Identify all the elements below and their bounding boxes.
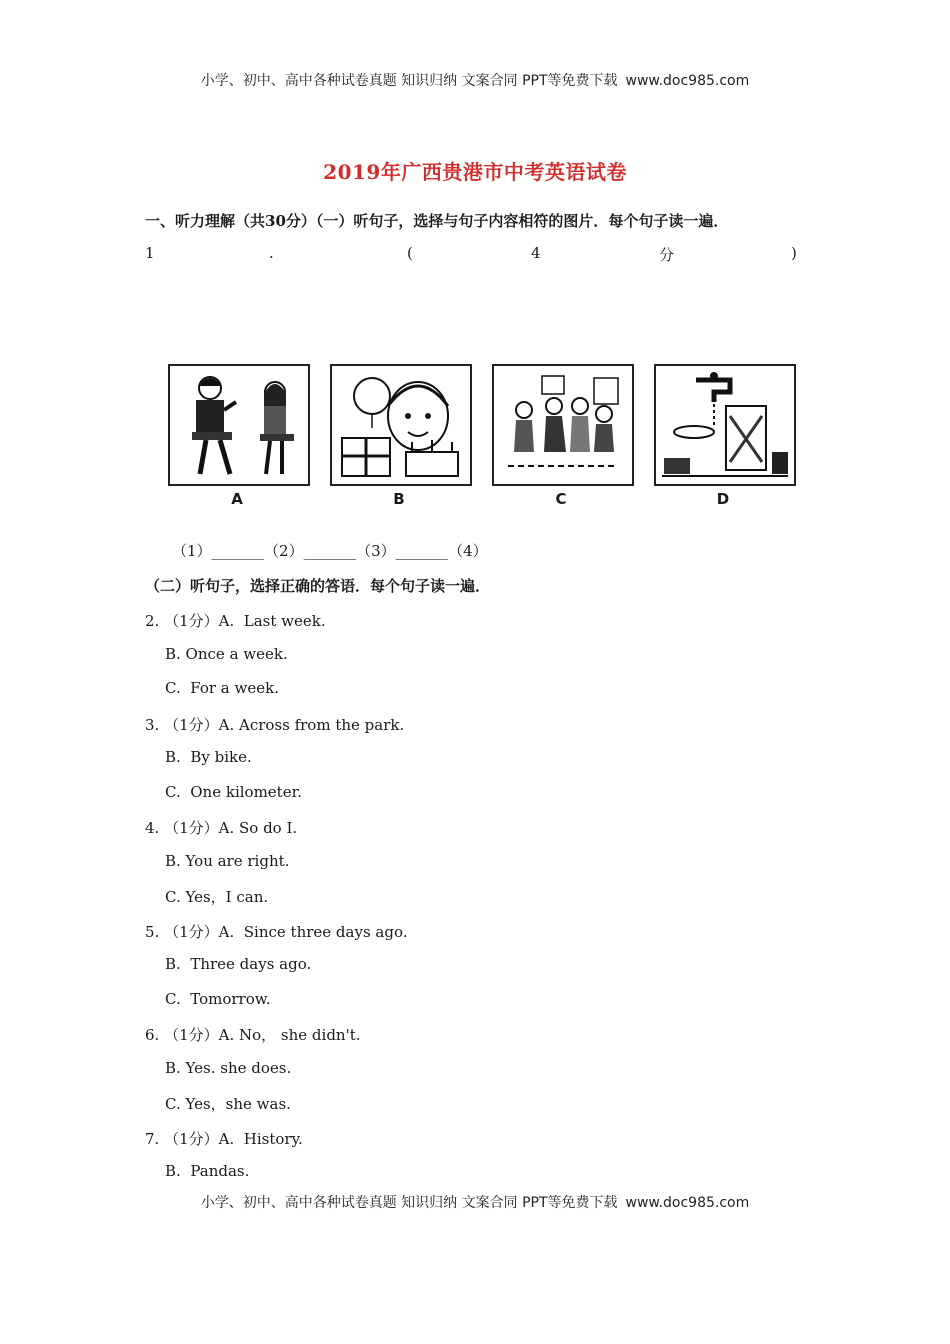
- footer-text: 小学、初中、高中各种试卷真题 知识归纳 文案合同 PPT等免费下载: [200, 1195, 618, 1211]
- question-3-option-b: B. By bike.: [165, 748, 252, 766]
- question-4-option-c: C. Yes，I can.: [165, 888, 269, 906]
- q1-score-unit: 分: [659, 246, 675, 264]
- question-5-option-c: C. Tomorrow.: [165, 990, 271, 1008]
- question-3-option-c: C. One kilometer.: [165, 783, 302, 801]
- picture-label-a: A: [231, 490, 243, 508]
- header-url[interactable]: www.doc985.com: [625, 73, 750, 89]
- question-2-stem: 2. （1分）A. Last week.: [145, 612, 326, 630]
- picture-d: [654, 364, 796, 486]
- q1-left-paren: (: [407, 244, 413, 262]
- question-4-option-b: B. You are right.: [165, 852, 290, 870]
- header-text: 小学、初中、高中各种试卷真题 知识归纳 文案合同 PPT等免费下载: [200, 73, 618, 89]
- page-footer: [0, 1192, 950, 1212]
- question-5-stem: 5. （1分）A. Since three days ago.: [145, 923, 408, 941]
- section-1-heading: 一、听力理解（共30分）（一）听句子，选择与句子内容相符的图片．每个句子读一遍．: [145, 212, 729, 230]
- footer-url[interactable]: www.doc985.com: [625, 1195, 750, 1211]
- q1-number: 1: [145, 244, 155, 262]
- question-2-option-b: B. Once a week.: [165, 645, 288, 663]
- answer-blanks: （1）_______（2）_______（3）_______（4）: [172, 542, 488, 560]
- question-7-stem: 7. （1分）A. History.: [145, 1130, 303, 1148]
- section-2-heading: （二）听句子，选择正确的答语．每个句子读一遍．: [145, 577, 491, 595]
- picture-label-d: D: [716, 490, 730, 508]
- exam-title: 2019年广西贵港市中考英语试卷: [323, 160, 627, 184]
- question-4-stem: 4. （1分）A. So do I.: [145, 819, 298, 837]
- question-7-option-b: B. Pandas.: [165, 1162, 250, 1180]
- question-5-option-b: B. Three days ago.: [165, 955, 312, 973]
- question-3-stem: 3. （1分）A. Across from the park.: [145, 716, 405, 734]
- question-6-option-c: C. Yes，she was.: [165, 1095, 291, 1113]
- question-6-option-b: B. Yes. she does.: [165, 1059, 292, 1077]
- picture-label-b: B: [393, 490, 405, 508]
- picture-c: [492, 364, 634, 486]
- question-6-stem: 6. （1分）A. No， she didn't.: [145, 1026, 361, 1044]
- question-1-row: [145, 244, 800, 264]
- q1-right-paren: ): [791, 244, 797, 262]
- picture-options: [168, 352, 794, 512]
- question-2-option-c: C. For a week.: [165, 679, 279, 697]
- q1-score: 4: [531, 244, 541, 262]
- q1-dot: .: [269, 244, 274, 262]
- picture-b: [330, 364, 472, 486]
- picture-a: [168, 364, 310, 486]
- page-header: [0, 70, 950, 90]
- picture-label-c: C: [555, 490, 567, 508]
